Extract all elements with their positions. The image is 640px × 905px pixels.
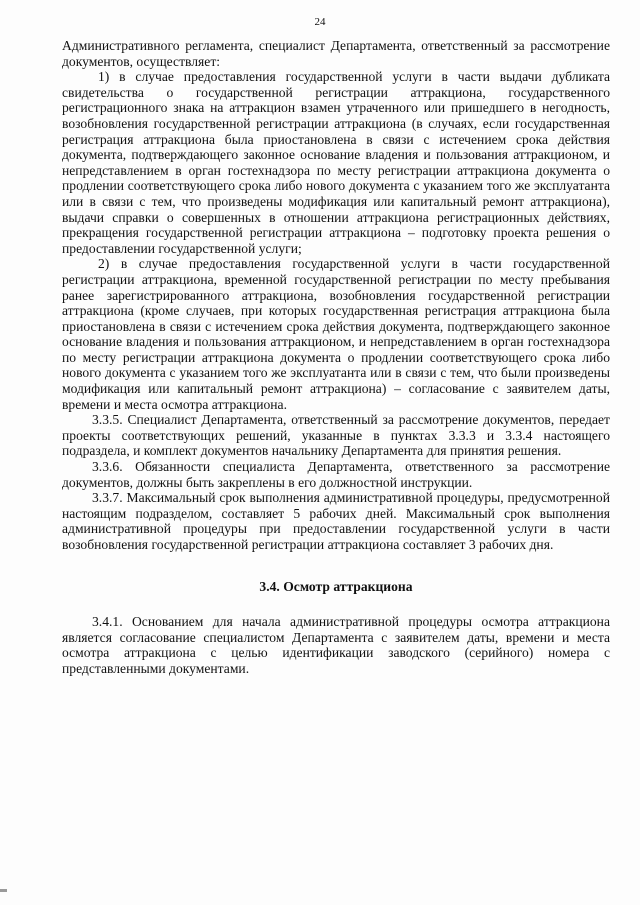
document-body xyxy=(62,38,610,677)
paragraph-3-3-6: 3.3.6. Обязанности специалиста Департамента, ответственного за рассмотрение документов, должны быть закреплены в его должностной инструкции. xyxy=(62,459,610,490)
paragraph-item-2: 2) в случае предоставления государственной услуги в части государственной регистрации аттракциона, временной государственной регистрации по месту пребывания ранее зарегистрированного аттракциона, возобновления государственной регистрации аттракциона (кроме случаев, при которых государственная регистрация аттракциона была приостановлена в связи с истечением срока действия документа, подтверждающего законное основание владения и пользования аттракционом, и непредставлением в орган гостехнадзора по месту регистрации аттракциона документа о продлении соответствующего срока либо нового документа с указанием того же эксплуатанта или в связи с тем, что были произведены модификация или капитальный ремонт аттракциона) – согласование с заявителем даты, времени и места осмотра аттракциона. xyxy=(62,256,610,412)
paragraph-item-1: 1) в случае предоставления государственной услуги в части выдачи дубликата свидетельства о государственной регистрации аттракциона, государственного регистрационного знака на аттракцион взамен утраченного или пришедшего в негодность, возобновления государственной регистрации аттракциона (в случаях, если государственная регистрация аттракциона была приостановлена в связи с истечением срока действия документа, подтверждающего законное основание владения и пользования аттракционом, и непредставлением в орган гостехнадзора по месту регистрации аттракциона документа о продлении соответствующего срока либо нового документа с указанием того же эксплуатанта или в связи с тем, что произведены модификация или капитальный ремонт аттракциона), выдачи справки о совершенных в отношении аттракциона регистрационных действиях, прекращения государственной регистрации аттракциона – подготовку проекта решения о предоставлении государственной услуги; xyxy=(62,69,610,256)
paragraph-3-3-7: 3.3.7. Максимальный срок выполнения административной процедуры, предусмотренной настоящим подразделом, составляет 5 рабочих дней. Максимальный срок выполнения административной процедуры при предоставлении государственной услуги в части возобновления государственной регистрации аттракциона составляет 3 рабочих дня. xyxy=(62,490,610,552)
paragraph-3-4-1: 3.4.1. Основанием для начала административной процедуры осмотра аттракциона является согласование специалистом Департамента с заявителем даты, времени и места осмотра аттракциона с целью идентификации заводского (серийного) номера с представленными документами. xyxy=(62,614,610,676)
page-number: 24 xyxy=(314,16,326,28)
scan-edge-mark xyxy=(0,889,7,892)
paragraph-continuation: Административного регламента, специалист Департамента, ответственный за рассмотрение документов, осуществляет: xyxy=(62,38,610,69)
section-heading: 3.4. Осмотр аттракциона xyxy=(259,578,413,594)
paragraph-3-3-5: 3.3.5. Специалист Департамента, ответственный за рассмотрение документов, передает проекты соответствующих решений, указанные в пунктах 3.3.3 и 3.3.4 настоящего подраздела, и комплект документов начальнику Департамента для принятия решения. xyxy=(62,412,610,459)
